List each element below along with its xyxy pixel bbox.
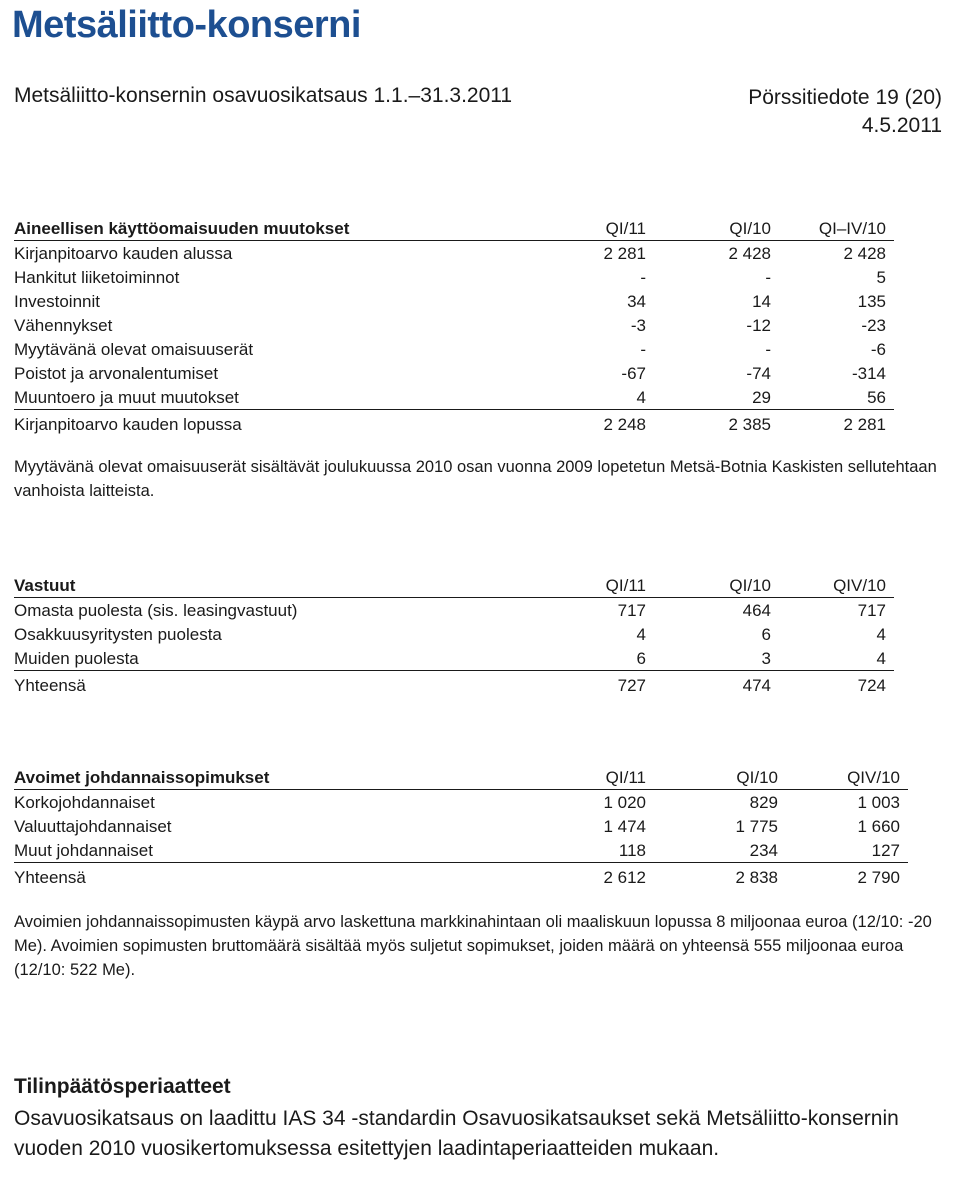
column-header: QIV/10 <box>779 573 894 598</box>
cell: 474 <box>742 676 771 695</box>
row-label: Poistot ja arvonalentumiset <box>14 364 219 383</box>
table-row <box>14 790 908 815</box>
table-row <box>14 289 894 313</box>
cell: 4 <box>779 646 894 671</box>
cell: 14 <box>752 292 771 311</box>
row-label: Yhteensä <box>14 868 86 887</box>
release-number: Pörssitiedote 19 (20) <box>748 86 942 109</box>
table-row <box>14 814 908 838</box>
derivatives-note: Avoimien johdannaissopimusten käypä arvo laskettuna markkinahintaan oli maaliskuun lopussa 8 miljoonaa euroa (12/10: -20 Me). Avoimien sopimusten bruttomäärä sisältää myös suljetut sopimukset, joiden määrä on yhteensä 555 miljoonaa euroa (12/10: 522 Me). <box>14 913 932 979</box>
row-label: Kirjanpitoarvo kauden alussa <box>14 244 233 263</box>
cell: 5 <box>876 268 886 287</box>
row-label: Muiden puolesta <box>14 646 534 671</box>
cell: -314 <box>851 364 886 383</box>
cell: 234 <box>654 838 786 863</box>
table-header-row <box>14 216 894 241</box>
section-heading: Tilinpäätösperiaatteet <box>14 1075 231 1098</box>
cell: 118 <box>534 838 654 863</box>
table-row <box>14 385 894 410</box>
cell: 29 <box>654 385 779 410</box>
derivatives-table <box>14 765 908 889</box>
column-header: QI/11 <box>534 216 654 241</box>
column-header: QI/10 <box>654 573 779 598</box>
cell: -23 <box>861 316 886 335</box>
column-header: QI/11 <box>534 573 654 598</box>
cell: - <box>765 268 771 287</box>
cell: -3 <box>630 316 646 335</box>
row-label: Omasta puolesta (sis. leasingvastuut) <box>14 601 298 620</box>
table-row <box>14 265 894 289</box>
row-label: Kirjanpitoarvo kauden lopussa <box>14 415 242 434</box>
cell: 717 <box>617 601 646 620</box>
cell: 829 <box>749 793 778 812</box>
cell: 1 020 <box>603 793 646 812</box>
cell: 2 428 <box>728 244 771 263</box>
row-label: Korkojohdannaiset <box>14 793 155 812</box>
column-header: QI/11 <box>534 765 654 790</box>
cell: -67 <box>621 364 646 383</box>
table-title: Vastuut <box>14 573 534 598</box>
cell: 34 <box>627 292 646 311</box>
cell: 3 <box>654 646 779 671</box>
row-label: Valuuttajohdannaiset <box>14 817 172 836</box>
cell: 1 474 <box>603 817 646 836</box>
cell: 1 660 <box>857 817 900 836</box>
table-row <box>14 646 894 671</box>
section-body: Osavuosikatsaus on laadittu IAS 34 -standardin Osavuosikatsaukset sekä Metsäliitto-konsernin vuoden 2010 vuosikertomuksessa esitettyjen laadintaperiaatteiden mukaan. <box>14 1107 899 1160</box>
column-header: QI/10 <box>654 765 786 790</box>
table-row <box>14 838 908 863</box>
cell: -6 <box>870 340 886 359</box>
row-label: Osakkuusyritysten puolesta <box>14 625 222 644</box>
cell: 2 612 <box>603 868 646 887</box>
cell: 4 <box>534 385 654 410</box>
row-label: Vähennykset <box>14 316 113 335</box>
table-title: Aineellisen käyttöomaisuuden muutokset <box>14 216 534 241</box>
row-label: Yhteensä <box>14 676 86 695</box>
table-total-row <box>14 863 908 890</box>
column-header: QI–IV/10 <box>779 216 894 241</box>
row-label: Muuntoero ja muut muutokset <box>14 385 534 410</box>
release-info <box>717 84 942 140</box>
cell: 724 <box>857 676 886 695</box>
cell: 2 428 <box>843 244 886 263</box>
cell: -12 <box>746 316 771 335</box>
cell: 2 281 <box>603 244 646 263</box>
table-title: Avoimet johdannaissopimukset <box>14 765 534 790</box>
cell: 2 281 <box>843 415 886 434</box>
cell: 6 <box>761 625 771 644</box>
column-header: QI/10 <box>654 216 779 241</box>
release-date: 4.5.2011 <box>861 114 942 137</box>
cell: - <box>640 268 646 287</box>
cell: 4 <box>876 625 886 644</box>
table-row <box>14 313 894 337</box>
cell: 56 <box>779 385 894 410</box>
cell: 717 <box>857 601 886 620</box>
cell: 2 385 <box>728 415 771 434</box>
cell: 135 <box>857 292 886 311</box>
company-logo: Metsäliitto-konserni <box>12 4 361 46</box>
table-total-row <box>14 410 894 437</box>
assets-note: Myytävänä olevat omaisuuserät sisältävät joulukuussa 2010 osan vuonna 2009 lopetetun Metsä-Botnia Kaskisten sellutehtaan vanhoista laitteista. <box>14 458 937 500</box>
cell: -74 <box>746 364 771 383</box>
table-header-row <box>14 573 894 598</box>
cell: 2 248 <box>603 415 646 434</box>
cell: 1 775 <box>735 817 778 836</box>
table-row <box>14 241 894 266</box>
cell: 6 <box>534 646 654 671</box>
row-label: Hankitut liiketoiminnot <box>14 268 180 287</box>
cell: 464 <box>742 601 771 620</box>
cell: 727 <box>617 676 646 695</box>
liabilities-table <box>14 573 894 697</box>
cell: 1 003 <box>857 793 900 812</box>
cell: 2 790 <box>857 868 900 887</box>
table-total-row <box>14 671 894 698</box>
row-label: Investoinnit <box>14 292 100 311</box>
table-row <box>14 337 894 361</box>
table-row <box>14 598 894 623</box>
cell: 4 <box>636 625 646 644</box>
row-label: Myytävänä olevat omaisuuserät <box>14 340 254 359</box>
table-row <box>14 622 894 646</box>
cell: - <box>765 340 771 359</box>
table-row <box>14 361 894 385</box>
report-title: Metsäliitto-konsernin osavuosikatsaus 1.1.–31.3.2011 <box>14 84 513 107</box>
cell: - <box>640 340 646 359</box>
table-header-row <box>14 765 908 790</box>
cell: 2 838 <box>735 868 778 887</box>
cell: 127 <box>786 838 908 863</box>
row-label: Muut johdannaiset <box>14 838 534 863</box>
fixed-assets-table <box>14 216 894 436</box>
column-header: QIV/10 <box>786 765 908 790</box>
